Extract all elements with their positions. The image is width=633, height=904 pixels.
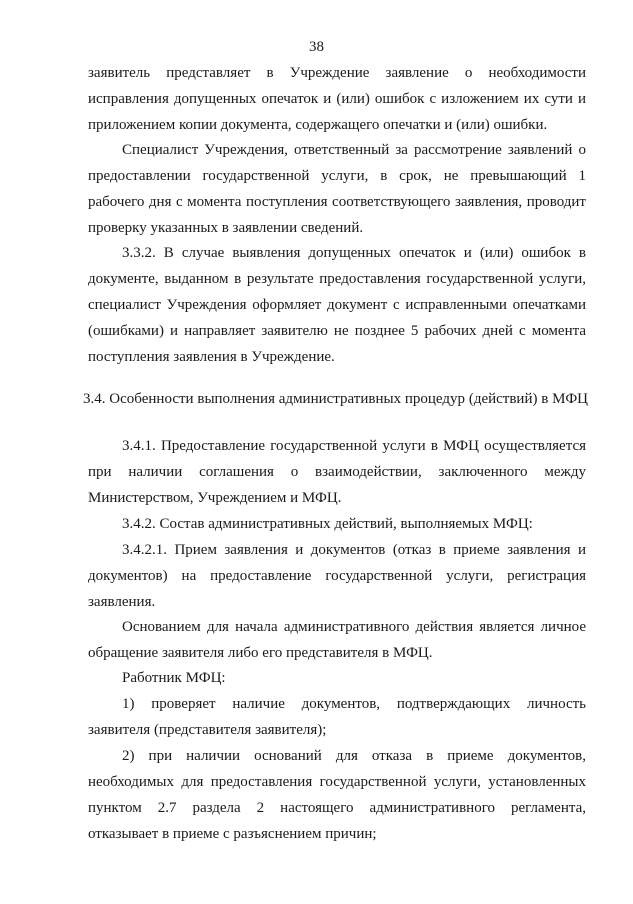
paragraph-3-4-1 bbox=[88, 433, 586, 511]
text-line: заявитель представляет в Учреждение заявление о необходимости bbox=[88, 65, 586, 81]
text-line: 2) при наличии оснований для отказа в приеме документов, bbox=[122, 748, 586, 764]
text-line: 3.3.2. В случае выявления допущенных опечаток и (или) ошибок в bbox=[122, 245, 586, 261]
text-line: документов) на предоставление государственной услуги, регистрация bbox=[88, 568, 586, 584]
paragraph-worker bbox=[88, 665, 586, 691]
section-heading-3-4: 3.4. Особенности выполнения административных процедур (действий) в МФЦ bbox=[83, 391, 588, 407]
text-line: 1) проверяет наличие документов, подтверждающих личность bbox=[122, 696, 586, 712]
text-line: проверку указанных в заявлении сведений. bbox=[88, 220, 364, 236]
text-line: документе, выданном в результате предоставления государственной услуги, bbox=[88, 271, 586, 287]
paragraph-3-4-2 bbox=[88, 511, 586, 537]
text-line: отказывает в приеме с разъяснением причин; bbox=[88, 826, 377, 842]
text-line: 3.4.1. Предоставление государственной услуги в МФЦ осуществляется bbox=[122, 438, 586, 454]
text-line: необходимых для предоставления государственной услуги, установленных bbox=[88, 774, 586, 790]
text-line: (ошибками) и направляет заявителю не позднее 5 рабочих дней с момента bbox=[88, 323, 586, 339]
paragraph-grounds bbox=[88, 614, 586, 666]
page-number: 38 bbox=[309, 39, 324, 55]
text-line: поступления заявления в Учреждение. bbox=[88, 349, 335, 365]
text-line: Работник МФЦ: bbox=[122, 670, 226, 686]
list-item-2 bbox=[88, 743, 586, 847]
text-line: при наличии соглашения о взаимодействии, заключенного между bbox=[88, 464, 586, 480]
text-line: исправления допущенных опечаток и (или) ошибок с изложением их сути и bbox=[88, 91, 586, 107]
text-line: предоставлении государственной услуги, в срок, не превышающий 1 bbox=[88, 168, 586, 184]
text-line: пунктом 2.7 раздела 2 настоящего административного регламента, bbox=[88, 800, 586, 816]
text-line: заявления. bbox=[88, 594, 156, 610]
text-line: рабочего дня с момента поступления соответствующего заявления, проводит bbox=[88, 194, 586, 210]
text-line: специалист Учреждения оформляет документ с исправленными опечатками bbox=[88, 297, 586, 313]
text-line: приложением копии документа, содержащего опечатки и (или) ошибки. bbox=[88, 117, 548, 133]
text-line: 3.4.2.1. Прием заявления и документов (отказ в приеме заявления и bbox=[122, 542, 586, 558]
paragraph-3-3-2 bbox=[88, 240, 586, 370]
paragraph-3-4-2-1 bbox=[88, 537, 586, 615]
text-line: обращение заявителя либо его представителя в МФЦ. bbox=[88, 645, 433, 661]
text-line: Специалист Учреждения, ответственный за рассмотрение заявлений о bbox=[122, 142, 586, 158]
text-line: 3.4.2. Состав административных действий, выполняемых МФЦ: bbox=[122, 516, 533, 532]
list-item-1 bbox=[88, 691, 586, 743]
text-line: Основанием для начала административного действия является личное bbox=[122, 619, 586, 635]
text-line: Министерством, Учреждением и МФЦ. bbox=[88, 490, 342, 506]
paragraph-application-errors bbox=[88, 60, 586, 138]
text-line: заявителя (представителя заявителя); bbox=[88, 722, 327, 738]
paragraph-specialist-check bbox=[88, 137, 586, 241]
